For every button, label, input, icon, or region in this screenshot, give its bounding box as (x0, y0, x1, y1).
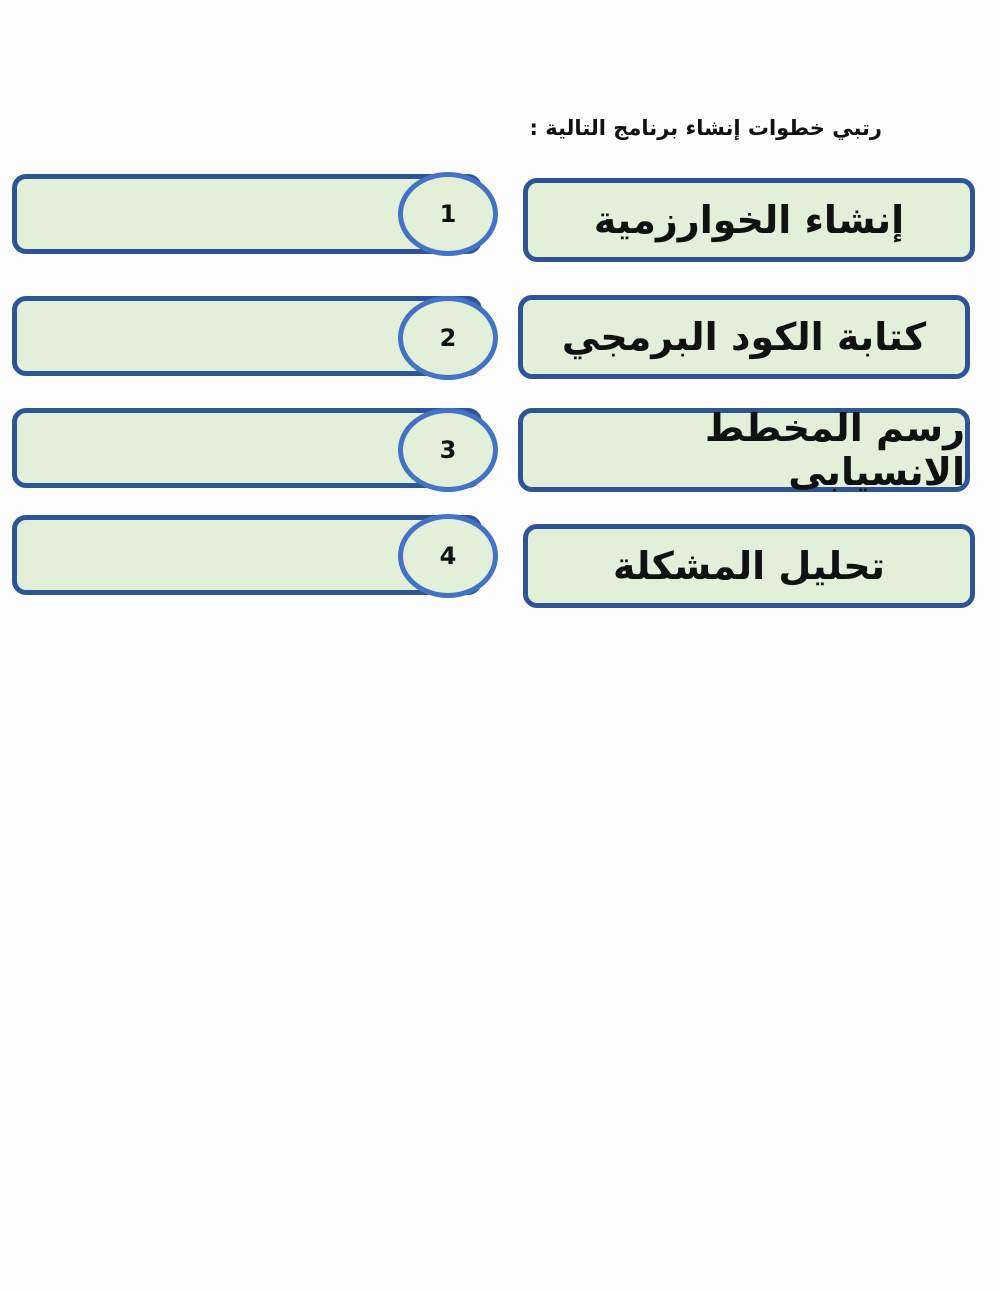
step-card-1[interactable]: إنشاء الخوارزمية (523, 178, 975, 262)
step-card-3[interactable]: رسم المخطط الانسيابى (518, 408, 970, 492)
slot-number-4: 4 (398, 514, 498, 598)
slot-number-1: 1 (398, 172, 498, 256)
slot-number-3: 3 (398, 408, 498, 492)
instruction-text: رتبي خطوات إنشاء برنامج التالية : (529, 116, 882, 140)
step-card-4[interactable]: تحليل المشكلة (523, 524, 975, 608)
step-card-2[interactable]: كتابة الكود البرمجي (518, 295, 970, 379)
slot-number-2: 2 (398, 296, 498, 380)
